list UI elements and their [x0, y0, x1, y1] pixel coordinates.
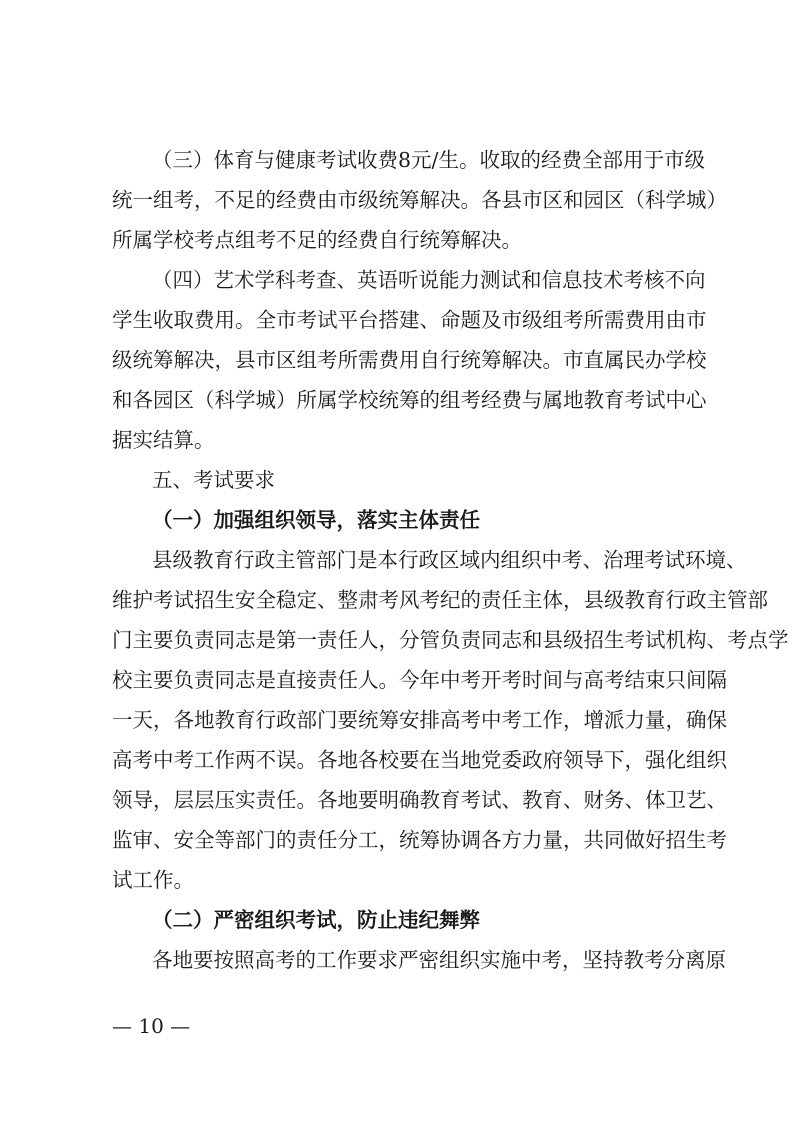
text-line: （ 三 ） 体 育 与 健 康 考 试 收 费 8 元 / 生 。 收 取 的 经 费 全 部 用 于 市 级: [152, 148, 705, 172]
subheading-line: （一）加强组织领导，落实主体责任: [152, 508, 480, 532]
text-line: 门 主 要 负 责 同 志 是 第 一 责 任 人 ， 分 管 负 责 同 志 和 县 级 招 生 考 试 机 构 、 考 点 学: [112, 628, 789, 652]
text-line: 据实结算。: [112, 428, 215, 452]
text-line: 高 考 中 考 工 作 两 不 误 。 各 地 各 校 要 在 当 地 党 委 政 府 领 导 下 ， 强 化 组 织: [112, 748, 727, 772]
text-line: 和 各 园 区 （ 科 学 城 ） 所 属 学 校 统 筹 的 组 考 经 费 与 属 地 教 育 考 试 中 心: [112, 388, 707, 412]
page-number: — 10 —: [112, 1014, 191, 1038]
section-heading: 五、考试要求: [152, 468, 275, 492]
text-line: 级 统 筹 解 决 ， 县 市 区 组 考 所 需 费 用 自 行 统 筹 解 决 。 市 直 属 民 办 学 校: [112, 348, 707, 372]
text-line: 统 一 组 考 ， 不 足 的 经 费 由 市 级 统 筹 解 决 。 各 县 市 区 和 园 区 （ 科 学 城 ）: [112, 188, 727, 212]
text-line: 监 审 、 安 全 等 部 门 的 责 任 分 工 ， 统 筹 协 调 各 方 力 量 ， 共 同 做 好 招 生 考: [112, 828, 727, 852]
text-line: 维 护 考 试 招 生 安 全 稳 定 、 整 肃 考 风 考 纪 的 责 任 主 体 ， 县 级 教 育 行 政 主 管 部: [112, 588, 768, 612]
text-line: 各 地 要 按 照 高 考 的 工 作 要 求 严 密 组 织 实 施 中 考 ， 坚 持 教 考 分 离 原: [152, 948, 726, 972]
text-line: 校 主 要 负 责 同 志 是 直 接 责 任 人 。 今 年 中 考 开 考 时 间 与 高 考 结 束 只 间 隔: [112, 668, 727, 692]
text-line: 县 级 教 育 行 政 主 管 部 门 是 本 行 政 区 域 内 组 织 中 考 、 治 理 考 试 环 境 、: [152, 548, 747, 572]
text-line: 领 导 ， 层 层 压 实 责 任 。 各 地 要 明 确 教 育 考 试 、 教 育 、 财 务 、 体 卫 艺 、: [112, 788, 727, 812]
text-line: 学 生 收 取 费 用 。 全 市 考 试 平 台 搭 建 、 命 题 及 市 级 组 考 所 需 费 用 由 市: [112, 308, 707, 332]
text-line: 试工作。: [112, 868, 194, 892]
text-line: （ 四 ） 艺 术 学 科 考 查 、 英 语 听 说 能 力 测 试 和 信 息 技 术 考 核 不 向: [152, 268, 706, 292]
text-line: 一 天 ， 各 地 教 育 行 政 部 门 要 统 筹 安 排 高 考 中 考 工 作 ， 增 派 力 量 ， 确 保: [112, 708, 727, 732]
text-line: 所属学校考点组考不足的经费自行统筹解决。: [112, 228, 522, 252]
subheading-line: （二）严密组织考试，防止违纪舞弊: [152, 908, 480, 932]
